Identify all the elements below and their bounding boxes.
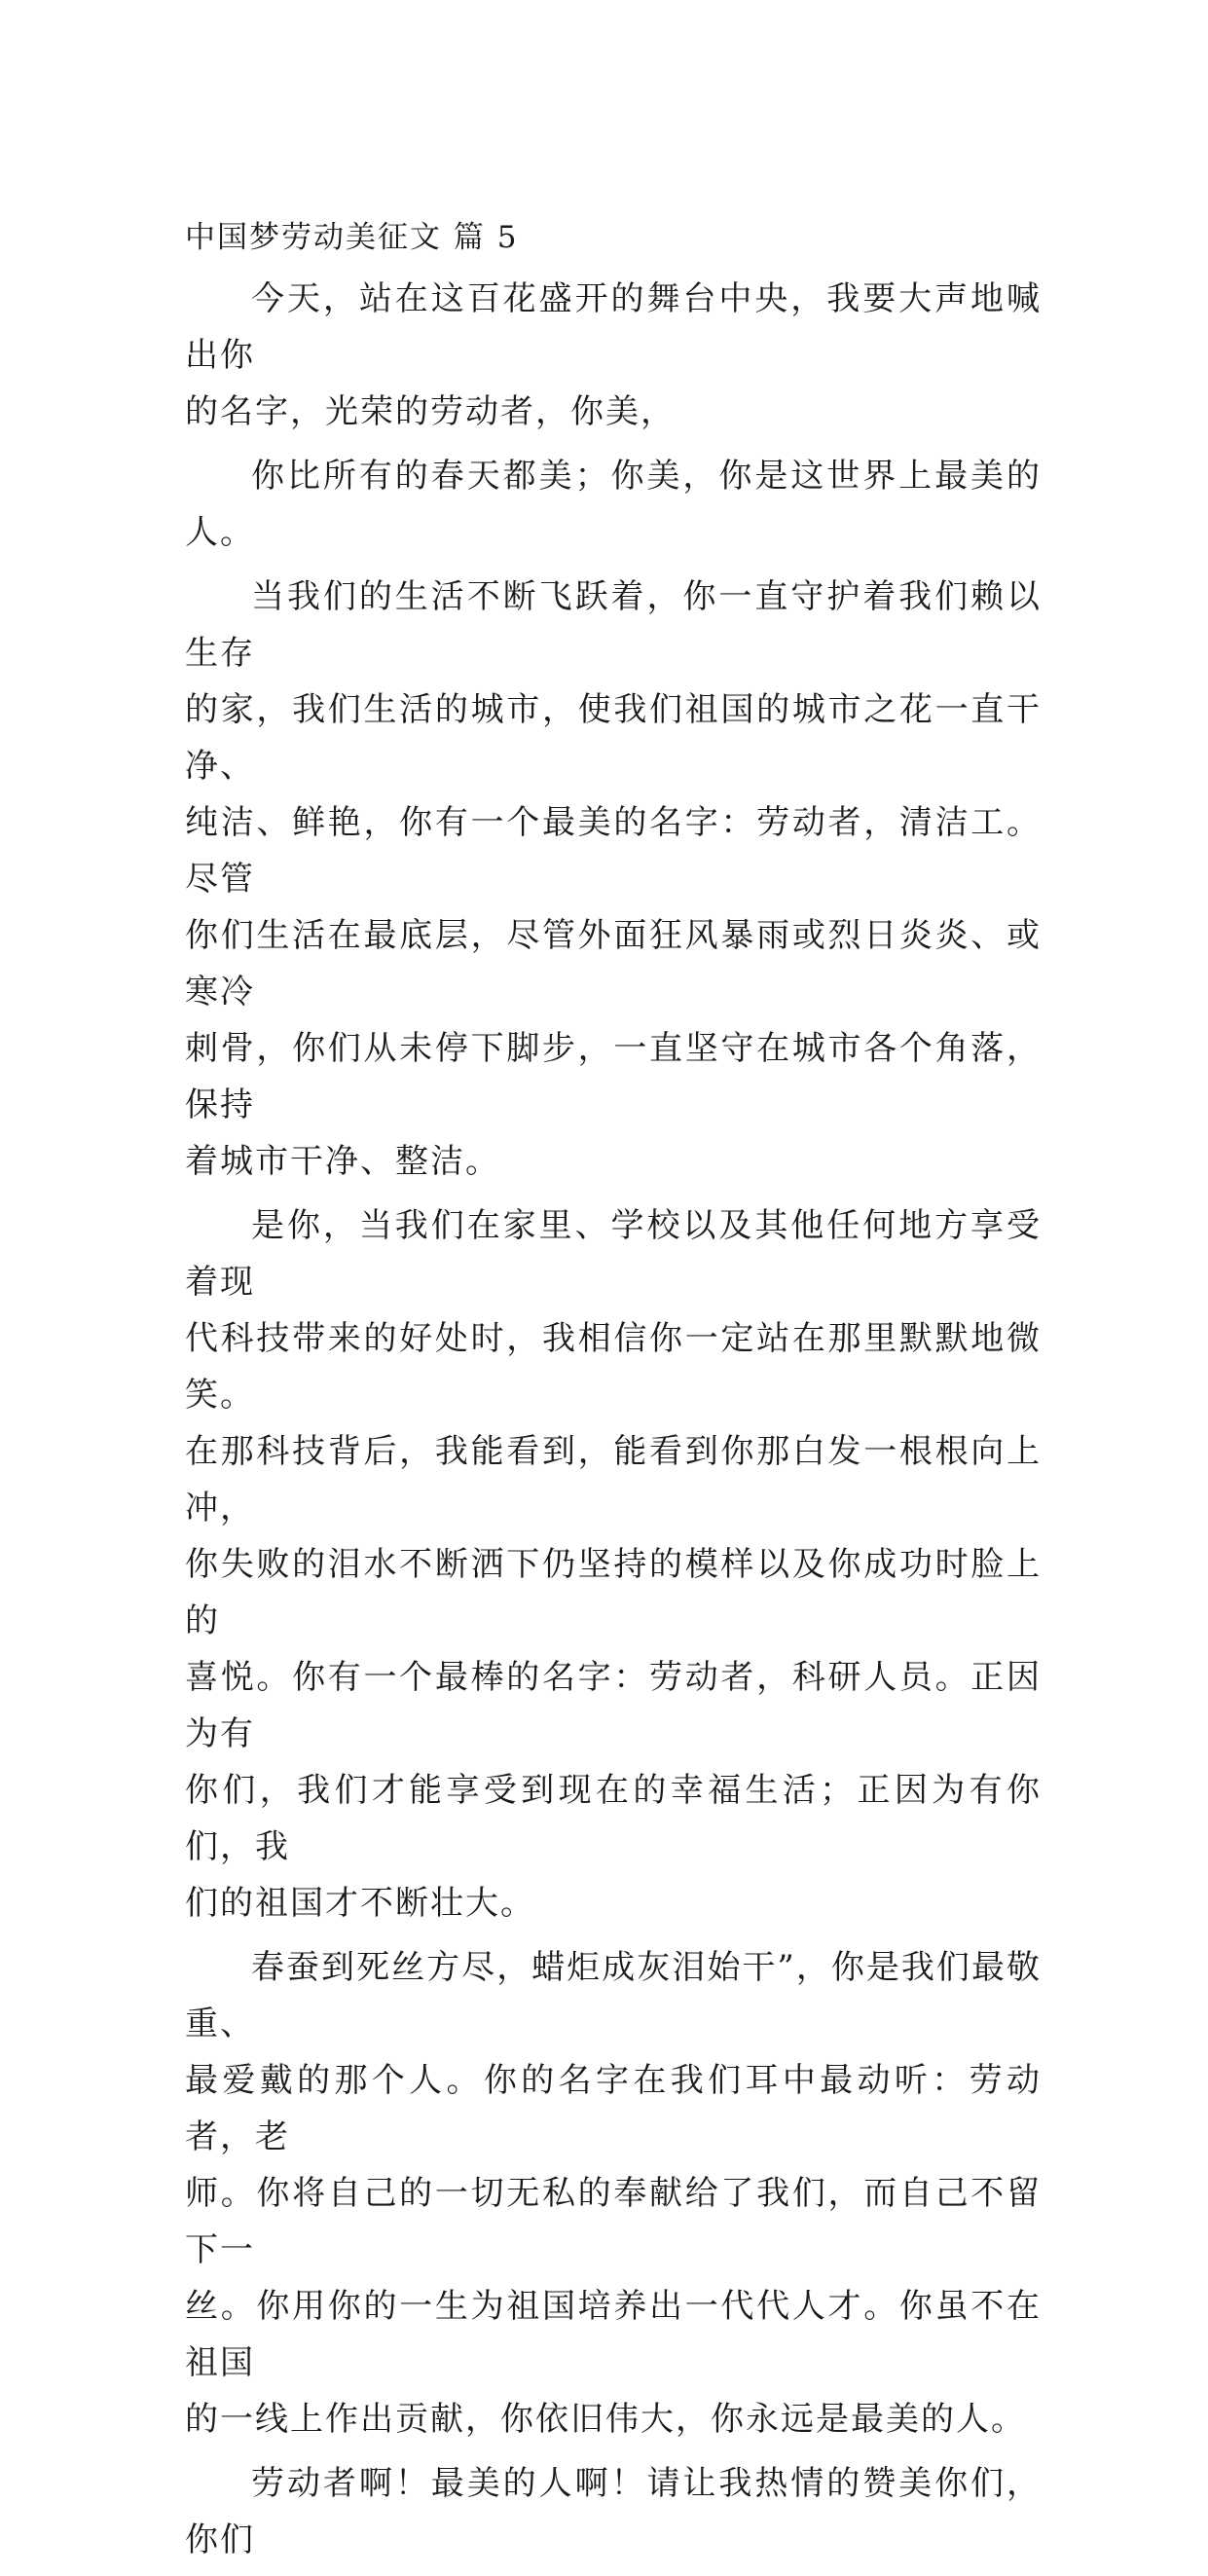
document-body — [185, 271, 1042, 2576]
paragraph: 当我们的生活不断飞跃着，你一直守护着我们赖以生存 的家，我们生活的城市，使我们祖国的城市之花一直干净、 纯洁、鲜艳，你有一个最美的名字：劳动者，清洁工。尽管 你们生活在最底层，尽管外面狂风暴雨或烈日炎炎、或寒冷 刺骨，你们从未停下脚步，一直坚守在城市各个角落，保持 着城市干净、整洁。 — [185, 577, 1042, 1181]
paragraph: 你比所有的春天都美；你美，你是这世界上最美的人。 — [185, 457, 1042, 552]
paragraph: 劳动者啊！最美的人啊！请让我热情的赞美你们，你们 — [185, 2464, 1042, 2559]
paragraph: 是你，当我们在家里、学校以及其他任何地方享受着现 代科技带来的好处时，我相信你一定站在那里默默地微笑。 在那科技背后，我能看到，能看到你那白发一根根向上冲， 你失败的泪水不断洒下仍坚持的模样以及你成功时脸上的 喜悦。你有一个最棒的名字：劳动者，科研人员。正因为有 你们，我们才能享受到现在的幸福生活；正因为有你们，我 们的祖国才不断壮大。 — [185, 1206, 1042, 1923]
paragraph: 今天，站在这百花盛开的舞台中央，我要大声地喊出你 的名字，光荣的劳动者，你美， — [185, 279, 1042, 431]
paragraph: 春蚕到死丝方尽，蜡炬成灰泪始干”，你是我们最敬重、 最爱戴的那个人。你的名字在我们耳中最动听：劳动者，老 师。你将自己的一切无私的奉献给了我们，而自己不留下一 丝。你用你的一生为祖国培养出一代代人才。你虽不在祖国 的一线上作出贡献，你依旧伟大，你永远是最美的人。 — [185, 1948, 1042, 2439]
document-title: 中国梦劳动美征文 篇 5 — [185, 220, 519, 255]
